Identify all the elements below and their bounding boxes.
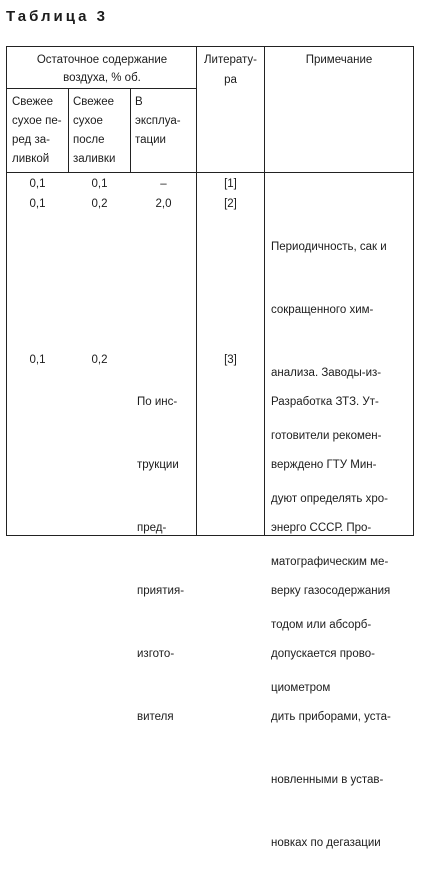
note-line: циометром	[271, 682, 331, 694]
in-service-line: вителя	[137, 711, 174, 723]
subheader-in-service: эксплуа-	[135, 115, 181, 127]
col-divider-2	[130, 88, 131, 172]
in-service-line: изгото-	[137, 648, 175, 660]
note-line: Разработка ЗТЗ. Ут-	[271, 396, 379, 408]
header-lit-line: ра	[224, 74, 237, 86]
cell-fresh-before: 0,1	[29, 354, 46, 366]
col-divider-lit	[196, 46, 197, 536]
cell-fresh-after: 0,1	[91, 178, 108, 190]
in-service-line: трукции	[137, 459, 179, 471]
note-line: дуют определять хро-	[271, 493, 388, 505]
cell-literature: [3]	[224, 354, 237, 366]
in-service-line: пред-	[137, 522, 167, 534]
table-top-border	[6, 46, 414, 47]
note-line: допускается прово-	[271, 648, 375, 660]
note-line: готовители рекомен-	[271, 430, 382, 442]
note-line: верку газосодержания	[271, 585, 391, 597]
cell-in-service: –	[160, 178, 167, 190]
subheader-fresh-after: Свежее	[73, 96, 115, 108]
note-line: дить приборами, уста-	[271, 711, 391, 723]
col-divider-note	[264, 46, 265, 536]
table-caption: Таблица 3	[6, 8, 109, 25]
header-bottom-rule	[6, 172, 414, 173]
col-divider-1	[68, 88, 69, 172]
note-line: анализа. Заводы-из-	[271, 367, 382, 379]
cell-literature: [1]	[224, 178, 237, 190]
header-group-line: воздуха, % об.	[63, 72, 141, 84]
note-line: энерго СССР. Про-	[271, 522, 372, 534]
subheader-fresh-before: Свежее	[12, 96, 54, 108]
cell-fresh-before: 0,1	[29, 178, 46, 190]
cell-note	[271, 350, 391, 896]
subheader-fresh-after: сухое	[73, 115, 103, 127]
subheader-fresh-before: ливкой	[12, 153, 50, 165]
note-line: сокращенного хим-	[271, 304, 374, 316]
header-note-title: Примечание	[305, 54, 373, 66]
cell-fresh-before: 0,1	[29, 198, 46, 210]
note-line: верждено ГТУ Мин-	[271, 459, 377, 471]
note-line: новках по дегазации	[271, 837, 381, 849]
in-service-line: По инс-	[137, 396, 178, 408]
note-line: новленными в устав-	[271, 774, 384, 786]
table-left-border	[6, 46, 7, 536]
note-line: тодом или абсорб-	[271, 619, 372, 631]
cell-in-service: 2,0	[155, 198, 172, 210]
cell-fresh-after: 0,2	[91, 354, 108, 366]
header-lit-line: Литерату-	[203, 54, 258, 66]
note-line: матографическим ме-	[271, 556, 389, 568]
cell-literature: [2]	[224, 198, 237, 210]
cell-fresh-after: 0,2	[91, 198, 108, 210]
subheader-fresh-before: сухое пе-	[12, 115, 62, 127]
subheader-in-service: тации	[135, 134, 166, 146]
table-right-border	[413, 46, 414, 536]
subheader-fresh-before: ред за-	[12, 134, 50, 146]
header-group-line: Остаточное содержание	[36, 54, 168, 66]
subheader-fresh-after: после	[73, 134, 105, 146]
subheader-fresh-after: заливки	[73, 153, 116, 165]
note-line: Периодичность, сак и	[271, 241, 387, 253]
header-inner-rule	[6, 88, 196, 89]
in-service-line: приятия-	[137, 585, 185, 597]
cell-in-service	[137, 350, 184, 770]
subheader-in-service: В	[135, 96, 143, 108]
